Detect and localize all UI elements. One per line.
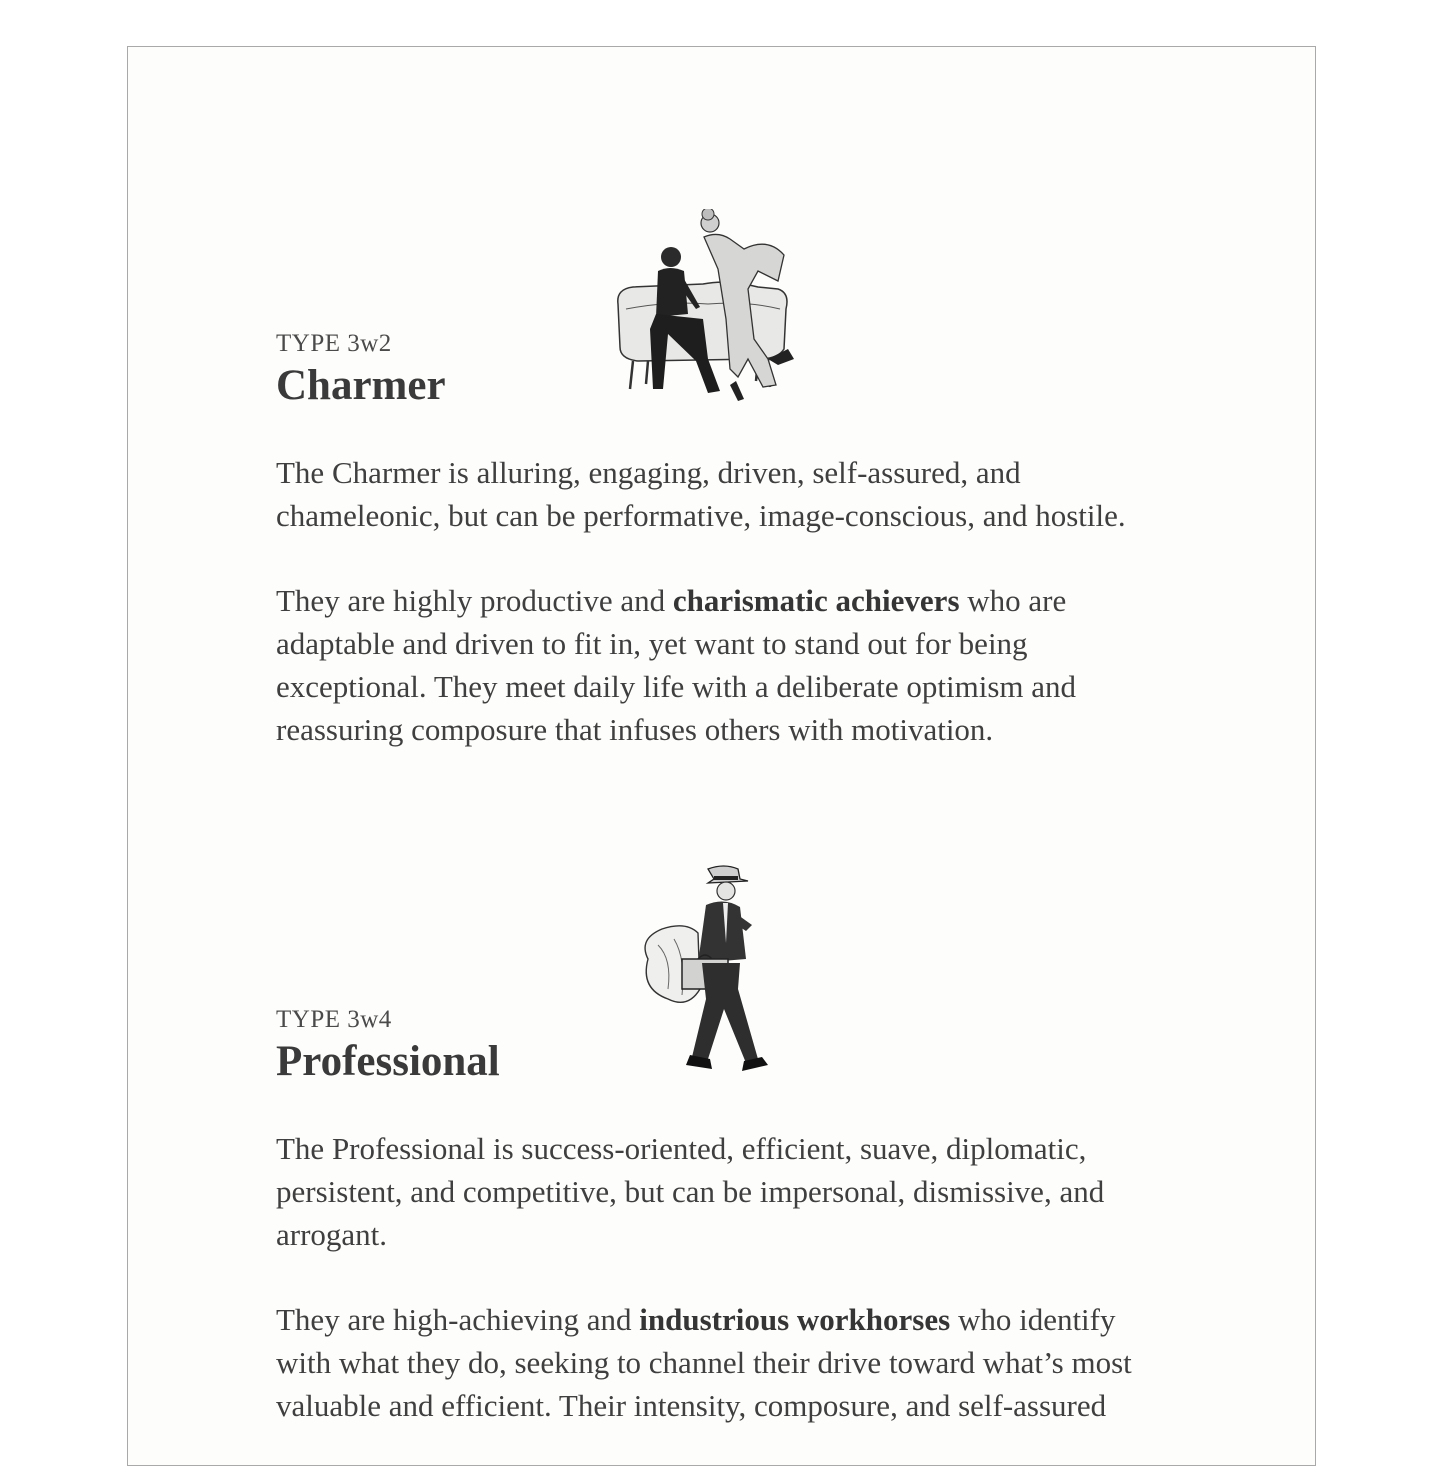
content-card [127, 46, 1316, 1466]
detail-text-start: They are high-achieving and [276, 1302, 640, 1337]
type-detail [276, 1298, 1156, 1427]
detail-text-end: who are adaptable and driven to fit in, yet want to stand out for being exceptional. They meet daily life with a deliberate optimism and reassuring composure that infuses others with motivation. [276, 583, 1077, 747]
type-label: TYPE 3w2 [276, 330, 392, 357]
type-section-professional [276, 1005, 1156, 1427]
detail-text-start: They are highly productive and [276, 583, 673, 618]
type-detail [276, 579, 1156, 751]
detail-highlight: charismatic achievers [672, 583, 960, 618]
type-name: Charmer [276, 362, 446, 409]
type-description: The Charmer is alluring, engaging, driven, self-assured, and chameleonic, but can be performative, image-conscious, and hostile. [276, 455, 1126, 533]
detail-highlight: industrious workhorses [639, 1302, 951, 1337]
type-description: The Professional is success-oriented, efficient, suave, diplomatic, persistent, and competitive, but can be impersonal, dismissive, and arrogant. [276, 1131, 1105, 1252]
detail-text-end: who identify with what they do, seeking to channel their drive toward what’s most valuable and efficient. Their intensity, composure, and self-assured [276, 1302, 1132, 1423]
type-label: TYPE 3w4 [276, 1006, 392, 1033]
type-section-charmer [276, 329, 1156, 751]
type-name: Professional [276, 1038, 500, 1085]
